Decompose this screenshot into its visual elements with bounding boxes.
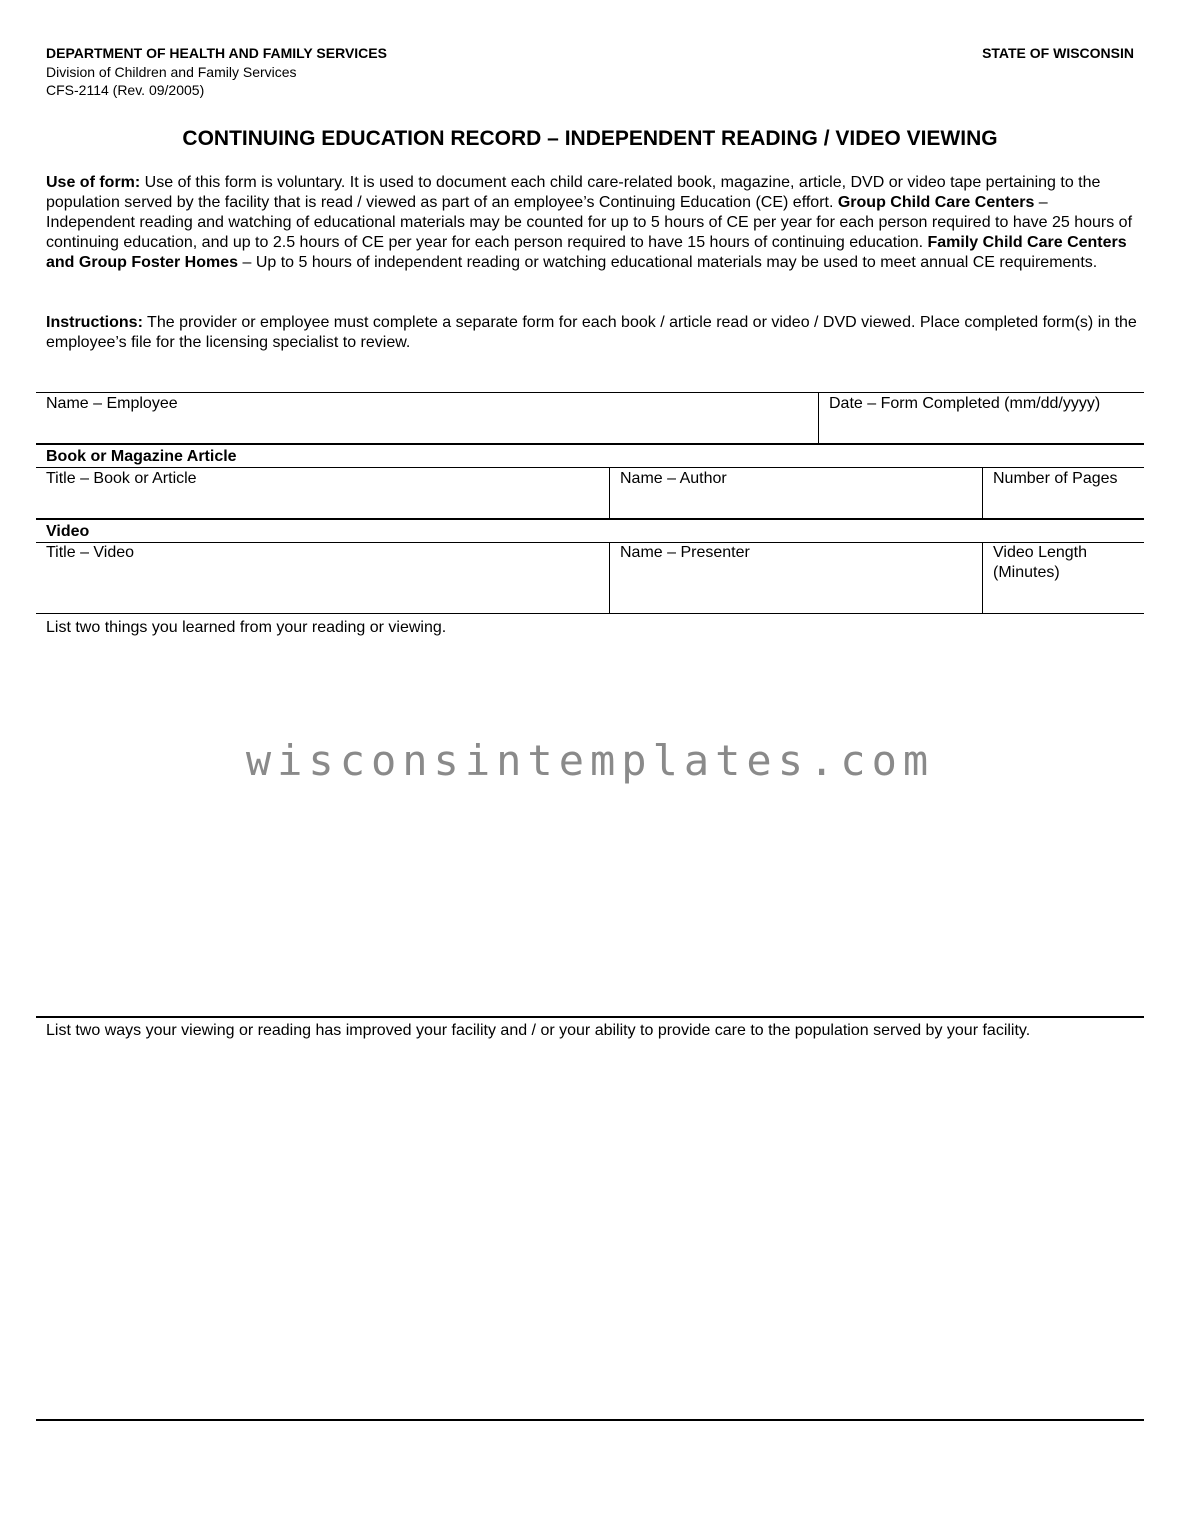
- video-title-field[interactable]: [36, 543, 609, 613]
- form-number: CFS-2114 (Rev. 09/2005): [46, 82, 205, 98]
- use-of-form-text-3: – Up to 5 hours of independent reading or watching educational materials may be used to meet annual CE requirements.: [238, 254, 1098, 271]
- division-name: Division of Children and Family Services: [46, 64, 297, 80]
- improved-label: List two ways your viewing or reading has improved your facility and / or your ability to provide care to the population served by your facility.: [46, 1022, 1031, 1039]
- use-of-form-text-1: Use of this form is voluntary. It is used to document each child care-related book, magazine, article, DVD or video tape pertaining to the population served by the facility that is read / viewed as part of an employee’s Continuing Education (CE) effort.: [46, 174, 1101, 211]
- instructions-text: The provider or employee must complete a separate form for each book / article read or video / DVD viewed. Place completed form(s) in the employee’s file for the licensing specialist to review.: [46, 314, 1137, 351]
- use-of-form-label: Use of form:: [46, 174, 141, 191]
- section-border: [36, 443, 1144, 445]
- video-length-field[interactable]: [983, 543, 1144, 613]
- video-section-heading: Video: [46, 523, 90, 540]
- author-name-field[interactable]: [610, 468, 982, 518]
- department-name: DEPARTMENT OF HEALTH AND FAMILY SERVICES: [46, 45, 387, 61]
- num-pages-label: Number of Pages: [993, 470, 1118, 487]
- learned-label: List two things you learned from your reading or viewing.: [46, 619, 447, 636]
- date-completed-label: Date – Form Completed (mm/dd/yyyy): [829, 395, 1101, 412]
- state-name: STATE OF WISCONSIN: [982, 45, 1134, 61]
- group-child-care-label: Group Child Care Centers: [837, 194, 1035, 211]
- watermark-text: wisconsintemplates.com: [245, 736, 935, 785]
- presenter-name-label: Name – Presenter: [620, 544, 750, 561]
- form-title: CONTINUING EDUCATION RECORD – INDEPENDENT READING / VIDEO VIEWING: [182, 127, 998, 150]
- improved-field[interactable]: [36, 1018, 1144, 1418]
- employee-name-field[interactable]: [36, 393, 818, 443]
- table-bottom-border: [36, 1419, 1144, 1421]
- instructions-paragraph: [46, 313, 1138, 353]
- num-pages-field[interactable]: [983, 468, 1144, 518]
- use-of-form-paragraph: [46, 173, 1138, 273]
- section-border: [36, 518, 1144, 520]
- book-section-heading: Book or Magazine Article: [46, 448, 237, 465]
- family-child-care-label: Family Child Care Centers and Group Foster Homes: [46, 234, 1127, 271]
- video-title-label: Title – Video: [46, 544, 135, 561]
- presenter-name-field[interactable]: [610, 543, 982, 613]
- date-completed-field[interactable]: [819, 393, 1144, 443]
- instructions-label: Instructions:: [46, 314, 143, 331]
- employee-name-label: Name – Employee: [46, 395, 178, 412]
- learned-field[interactable]: [36, 614, 1144, 1016]
- book-title-label: Title – Book or Article: [46, 470, 197, 487]
- author-name-label: Name – Author: [620, 470, 727, 487]
- video-length-label: Video Length (Minutes): [993, 544, 1088, 581]
- book-title-field[interactable]: [36, 468, 609, 518]
- use-of-form-text-2: – Independent reading and watching of educational materials may be counted for up to 5 hours of CE per year for each person required to have 25 hours of continuing education, and up to 2.5 hours of CE per year for each person required to have 15 hours of continuing education.: [46, 194, 1133, 251]
